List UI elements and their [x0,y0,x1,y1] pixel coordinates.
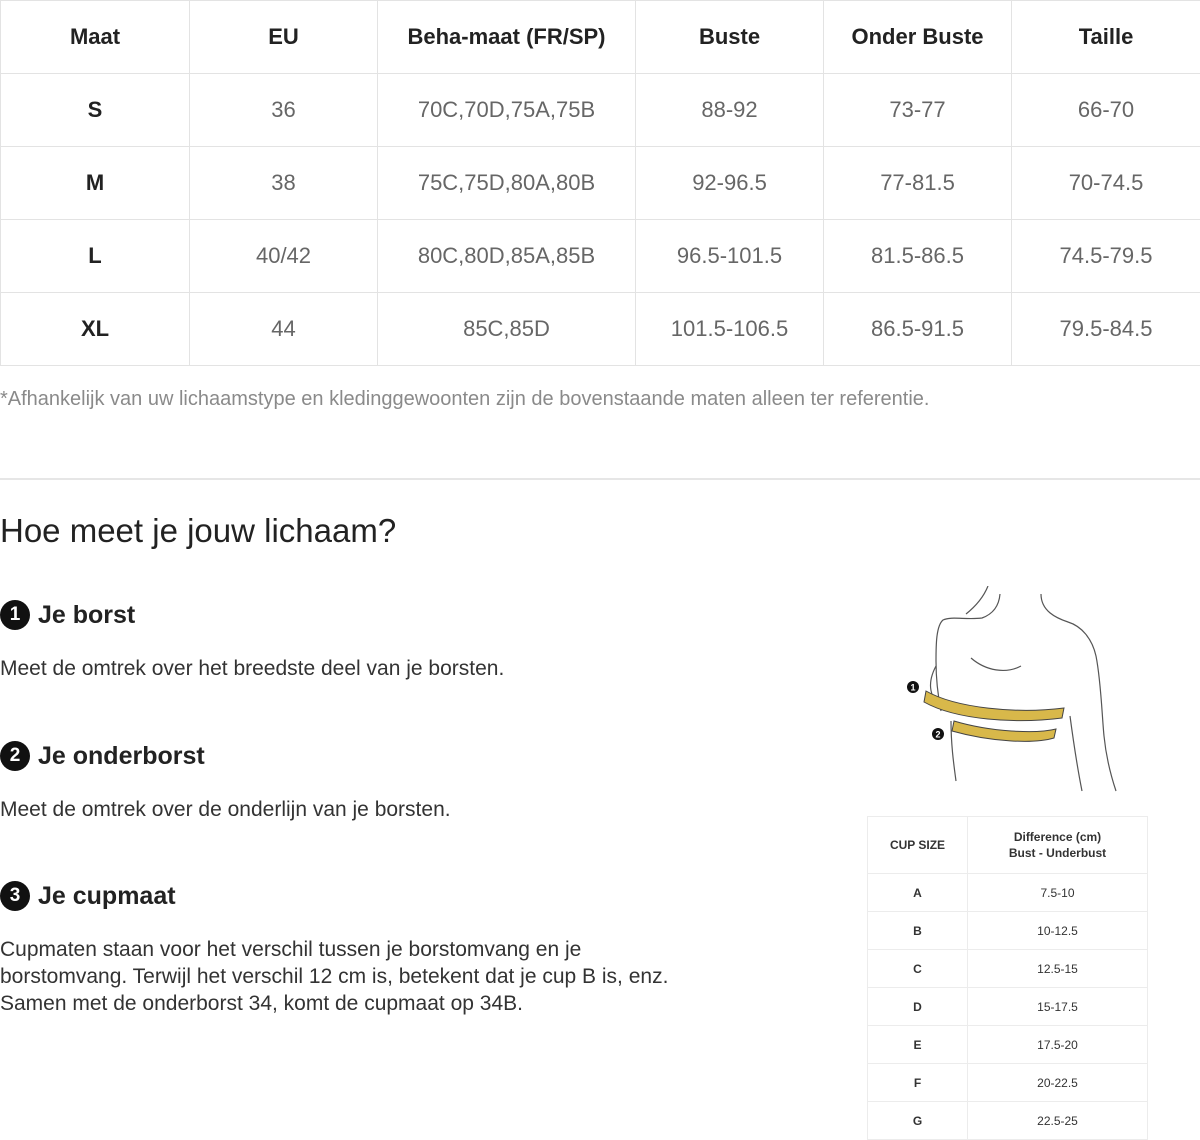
step-1-title: Je borst [38,601,135,630]
cell-waist: 74.5-79.5 [1012,220,1200,293]
step-2-title: Je onderborst [38,742,205,771]
torso-outline [931,586,1116,791]
table-row [868,1026,1148,1064]
cell-bra-size: 70C,70D,75A,75B [378,74,636,147]
bust-measurement-illustration [896,586,1126,801]
step-3-text-line: Samen met de onderborst 34, komt de cupmaat op 34B. [0,990,668,1017]
cell-cup: F [868,1064,968,1102]
cell-cup: C [868,950,968,988]
header-size: Maat [1,1,190,74]
table-row [868,1102,1148,1140]
step-2-heading [0,741,205,771]
header-underbust: Onder Buste [824,1,1012,74]
cell-bust: 92-96.5 [636,147,824,220]
table-row [868,874,1148,912]
size-chart-table [0,0,1200,366]
cell-eu: 36 [190,74,378,147]
cell-size: S [1,74,190,147]
step-1-number-icon: 1 [0,600,30,630]
table-row [1,220,1200,293]
cell-bust: 96.5-101.5 [636,220,824,293]
step-2-text: Meet de omtrek over de onderlijn van je borsten. [0,796,451,823]
step-3-text-line: Cupmaten staan voor het verschil tussen je borstomvang en je [0,936,668,963]
header-bust: Buste [636,1,824,74]
header-eu: EU [190,1,378,74]
step-3-heading [0,881,176,911]
header-cup-size: CUP SIZE [868,817,968,874]
cup-size-table [867,816,1148,1140]
cell-waist: 70-74.5 [1012,147,1200,220]
cell-underbust: 73-77 [824,74,1012,147]
cell-cup: D [868,988,968,1026]
cell-eu: 44 [190,293,378,366]
table-row [868,988,1148,1026]
cell-difference: 20-22.5 [968,1064,1148,1102]
cell-difference: 7.5-10 [968,874,1148,912]
cell-cup: B [868,912,968,950]
cell-underbust: 77-81.5 [824,147,1012,220]
cell-cup: E [868,1026,968,1064]
marker-1-icon [907,681,919,693]
cell-difference: 17.5-20 [968,1026,1148,1064]
bust-tape [924,691,1064,721]
header-difference [968,817,1148,874]
cell-difference: 15-17.5 [968,988,1148,1026]
marker-1-label: 1 [910,683,915,693]
cup-table-header-row [868,817,1148,874]
cell-underbust: 81.5-86.5 [824,220,1012,293]
cell-bra-size: 75C,75D,80A,80B [378,147,636,220]
cell-difference: 10-12.5 [968,912,1148,950]
step-3-text-line: borstomvang. Terwijl het verschil 12 cm is, betekent dat je cup B is, enz. [0,963,668,990]
step-1-heading [0,600,135,630]
cell-waist: 79.5-84.5 [1012,293,1200,366]
cell-cup: G [868,1102,968,1140]
marker-2-icon [932,728,944,740]
step-2-number-icon: 2 [0,741,30,771]
cell-underbust: 86.5-91.5 [824,293,1012,366]
cell-size: XL [1,293,190,366]
marker-2-label: 2 [935,730,940,740]
cell-eu: 40/42 [190,220,378,293]
table-row [868,1064,1148,1102]
cell-cup: A [868,874,968,912]
header-bra-size: Beha-maat (FR/SP) [378,1,636,74]
step-3-number-icon: 3 [0,881,30,911]
cell-size: M [1,147,190,220]
table-row [868,912,1148,950]
table-row [1,147,1200,220]
cell-size: L [1,220,190,293]
header-difference-line: Bust - Underbust [968,845,1147,861]
cell-waist: 66-70 [1012,74,1200,147]
step-3-text [0,936,668,1017]
table-row [868,950,1148,988]
section-divider [0,478,1200,480]
size-table-header-row [1,1,1200,74]
cell-eu: 38 [190,147,378,220]
measure-section-title: Hoe meet je jouw lichaam? [0,512,396,550]
cell-bra-size: 85C,85D [378,293,636,366]
step-1-text: Meet de omtrek over het breedste deel van je borsten. [0,655,504,682]
header-difference-line: Difference (cm) [968,829,1147,845]
cell-difference: 12.5-15 [968,950,1148,988]
step-3-title: Je cupmaat [38,882,176,911]
cell-difference: 22.5-25 [968,1102,1148,1140]
underbust-tape [952,721,1056,741]
header-waist: Taille [1012,1,1200,74]
cell-bra-size: 80C,80D,85A,85B [378,220,636,293]
cell-bust: 101.5-106.5 [636,293,824,366]
reference-note: *Afhankelijk van uw lichaamstype en kledinggewoonten zijn de bovenstaande maten alleen ter referentie. [0,388,929,411]
table-row [1,74,1200,147]
cell-bust: 88-92 [636,74,824,147]
table-row [1,293,1200,366]
